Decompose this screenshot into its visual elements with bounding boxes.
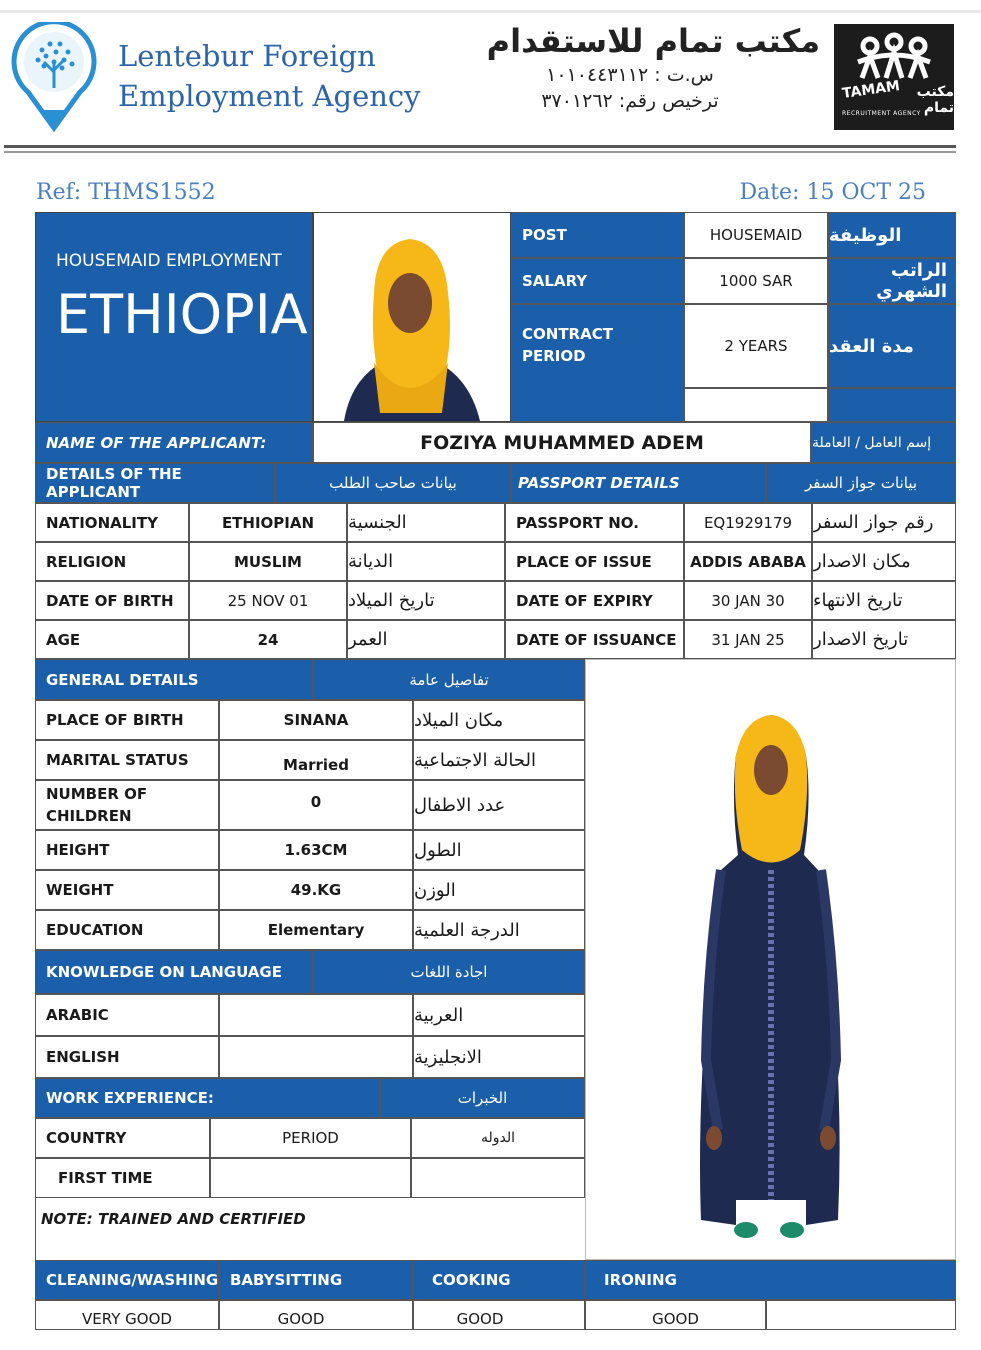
- portrait-photo: [313, 212, 511, 422]
- applicant-portrait-image: [314, 213, 510, 421]
- age-arabic: العمر: [347, 620, 505, 659]
- work-row-period: [210, 1158, 411, 1198]
- skill-cooking-value: GOOD: [413, 1300, 585, 1330]
- details-header: DETAILS OF THE APPLICANT: [35, 463, 275, 503]
- salary-value: 1000 SAR: [684, 258, 828, 304]
- arabic-language-arabic: العربية: [413, 994, 585, 1036]
- skill-ironing-value: GOOD: [585, 1300, 766, 1330]
- note-text: NOTE: TRAINED AND CERTIFIED: [41, 1210, 306, 1228]
- height-value: 1.63CM: [219, 830, 413, 870]
- post-arabic: الوظيفة: [828, 212, 956, 258]
- country-banner: [35, 212, 313, 422]
- agency-name-line1: Lentebur Foreign: [118, 39, 376, 73]
- arabic-language-value: [219, 994, 413, 1036]
- marital-status-label: MARITAL STATUS: [35, 740, 219, 780]
- header-divider-thin: [4, 151, 956, 153]
- education-arabic: الدرجة العلمية: [413, 910, 585, 950]
- age-label: AGE: [35, 620, 189, 659]
- agency-name: [118, 36, 421, 116]
- agency-name-line2: Employment Agency: [118, 79, 421, 113]
- arabic-agency-title: مكتب تمام للاستقدام: [486, 22, 820, 60]
- date-of-expiry-value: 30 JAN 30: [684, 581, 812, 620]
- applicant-name-label: NAME OF THE APPLICANT:: [35, 422, 313, 463]
- weight-value: 49.KG: [219, 870, 413, 910]
- dob-arabic: تاريخ الميلاد: [347, 581, 505, 620]
- date-of-issuance-arabic: تاريخ الاصدار: [812, 620, 956, 659]
- religion-value: MUSLIM: [189, 542, 347, 581]
- salary-arabic: الراتب الشهري: [828, 258, 956, 304]
- banner-subtitle: HOUSEMAID EMPLOYMENT: [56, 251, 282, 271]
- skill-cleaning-label: CLEANING/WASHING: [35, 1260, 219, 1300]
- place-of-issue-label: PLACE OF ISSUE: [505, 542, 684, 581]
- weight-arabic: الوزن: [413, 870, 585, 910]
- passport-header-arabic: بيانات جواز السفر: [766, 463, 956, 503]
- education-label: EDUCATION: [35, 910, 219, 950]
- details-header-arabic: بيانات صاحب الطلب: [275, 463, 511, 503]
- applicant-full-body-image: [586, 660, 955, 1259]
- dob-value: 25 NOV 01: [189, 581, 347, 620]
- note-area: [35, 1198, 585, 1260]
- skill-cooking-label: COOKING: [413, 1260, 585, 1300]
- nationality-label: NATIONALITY: [35, 503, 189, 542]
- work-experience-header-arabic: الخبرات: [380, 1078, 585, 1118]
- education-value: Elementary: [219, 910, 413, 950]
- work-country-arabic-col: الدوله: [411, 1118, 585, 1158]
- number-of-children-label: NUMBER OF CHILDREN: [35, 780, 219, 830]
- nationality-value: ETHIOPIAN: [189, 503, 347, 542]
- applicant-name-arabic: إسم العامل / العاملة: [811, 422, 956, 463]
- english-language-arabic: الانجليزية: [413, 1036, 585, 1078]
- place-of-birth-label: PLACE OF BIRTH: [35, 700, 219, 740]
- height-label: HEIGHT: [35, 830, 219, 870]
- salary-label: SALARY: [511, 258, 684, 304]
- banner-country: ETHIOPIA: [56, 283, 308, 346]
- date-of-expiry-arabic: تاريخ الانتهاء: [812, 581, 956, 620]
- tamam-logo: [834, 24, 954, 130]
- arabic-cr-number: س.ت : ١٠١٠٤٤٣١١٢: [546, 64, 714, 86]
- english-language-label: ENGLISH: [35, 1036, 219, 1078]
- logo-text-sub: RECRUITMENT AGENCY: [842, 110, 921, 117]
- skill-babysitting-value: GOOD: [219, 1300, 413, 1330]
- applicant-name: FOZIYA MUHAMMED ADEM: [313, 422, 811, 463]
- skill-babysitting-label: BABYSITTING: [219, 1260, 413, 1300]
- top-strip: [0, 10, 981, 13]
- language-header: KNOWLEDGE ON LANGUAGE: [35, 950, 313, 994]
- passport-no-arabic: رقم جواز السفر: [812, 503, 956, 542]
- work-country-col: COUNTRY: [35, 1118, 210, 1158]
- place-of-birth-value: SINANA: [219, 700, 413, 740]
- arabic-license-number: ترخيص رقم: ٣٧٠١٢٦٢: [541, 90, 719, 112]
- date-of-issuance-label: DATE OF ISSUANCE: [505, 620, 684, 659]
- place-of-birth-arabic: مكان الميلاد: [413, 700, 585, 740]
- passport-no-label: PASSPORT NO.: [505, 503, 684, 542]
- number-of-children-value: 0: [219, 780, 413, 830]
- passport-header: PASSPORT DETAILS: [511, 463, 766, 503]
- people-logo-icon: [854, 32, 934, 82]
- age-value: 24: [189, 620, 347, 659]
- place-of-issue-value: ADDIS ABABA: [684, 542, 812, 581]
- logo-text-arabic: مكتب تمام: [916, 84, 954, 116]
- contract-value: 2 YEARS: [684, 304, 828, 388]
- weight-label: WEIGHT: [35, 870, 219, 910]
- english-language-value: [219, 1036, 413, 1078]
- full-body-photo: [585, 659, 956, 1260]
- marital-status-value: Married: [219, 740, 413, 780]
- skill-blank-cell: [766, 1300, 956, 1330]
- general-header-arabic: تفاصيل عامة: [313, 659, 585, 700]
- religion-label: RELIGION: [35, 542, 189, 581]
- contract-arabic: مدة العقد: [828, 304, 956, 388]
- document-date: Date: 15 OCT 25: [739, 180, 926, 205]
- logo-text-latin: TAMAM: [841, 78, 901, 102]
- work-row-country: FIRST TIME: [35, 1158, 210, 1198]
- work-period-col: PERIOD: [210, 1118, 411, 1158]
- number-of-children-arabic: عدد الاطفال: [413, 780, 585, 830]
- post-label: POST: [511, 212, 684, 258]
- date-of-issuance-value: 31 JAN 25: [684, 620, 812, 659]
- header-divider: [4, 145, 956, 148]
- skill-ironing-label: IRONING: [585, 1260, 956, 1300]
- general-header: GENERAL DETAILS: [35, 659, 313, 700]
- contract-blank-ar: [828, 388, 956, 422]
- nationality-arabic: الجنسية: [347, 503, 505, 542]
- language-header-arabic: اجادة اللغات: [313, 950, 585, 994]
- dob-label: DATE OF BIRTH: [35, 581, 189, 620]
- post-value: HOUSEMAID: [684, 212, 828, 258]
- passport-no-value: EQ1929179: [684, 503, 812, 542]
- contract-blank: [684, 388, 828, 422]
- work-row-arabic: [411, 1158, 585, 1198]
- place-of-issue-arabic: مكان الاصدار: [812, 542, 956, 581]
- skill-cleaning-value: VERY GOOD: [35, 1300, 219, 1330]
- marital-status-arabic: الحالة الاجتماعية: [413, 740, 585, 780]
- date-of-expiry-label: DATE OF EXPIRY: [505, 581, 684, 620]
- reference-number: Ref: THMS1552: [36, 180, 216, 205]
- height-arabic: الطول: [413, 830, 585, 870]
- contract-label: CONTRACT PERIOD: [511, 304, 684, 422]
- arabic-language-label: ARABIC: [35, 994, 219, 1036]
- work-experience-header: WORK EXPERIENCE:: [35, 1078, 380, 1118]
- religion-arabic: الديانة: [347, 542, 505, 581]
- tree-pin-logo-icon: [10, 22, 98, 132]
